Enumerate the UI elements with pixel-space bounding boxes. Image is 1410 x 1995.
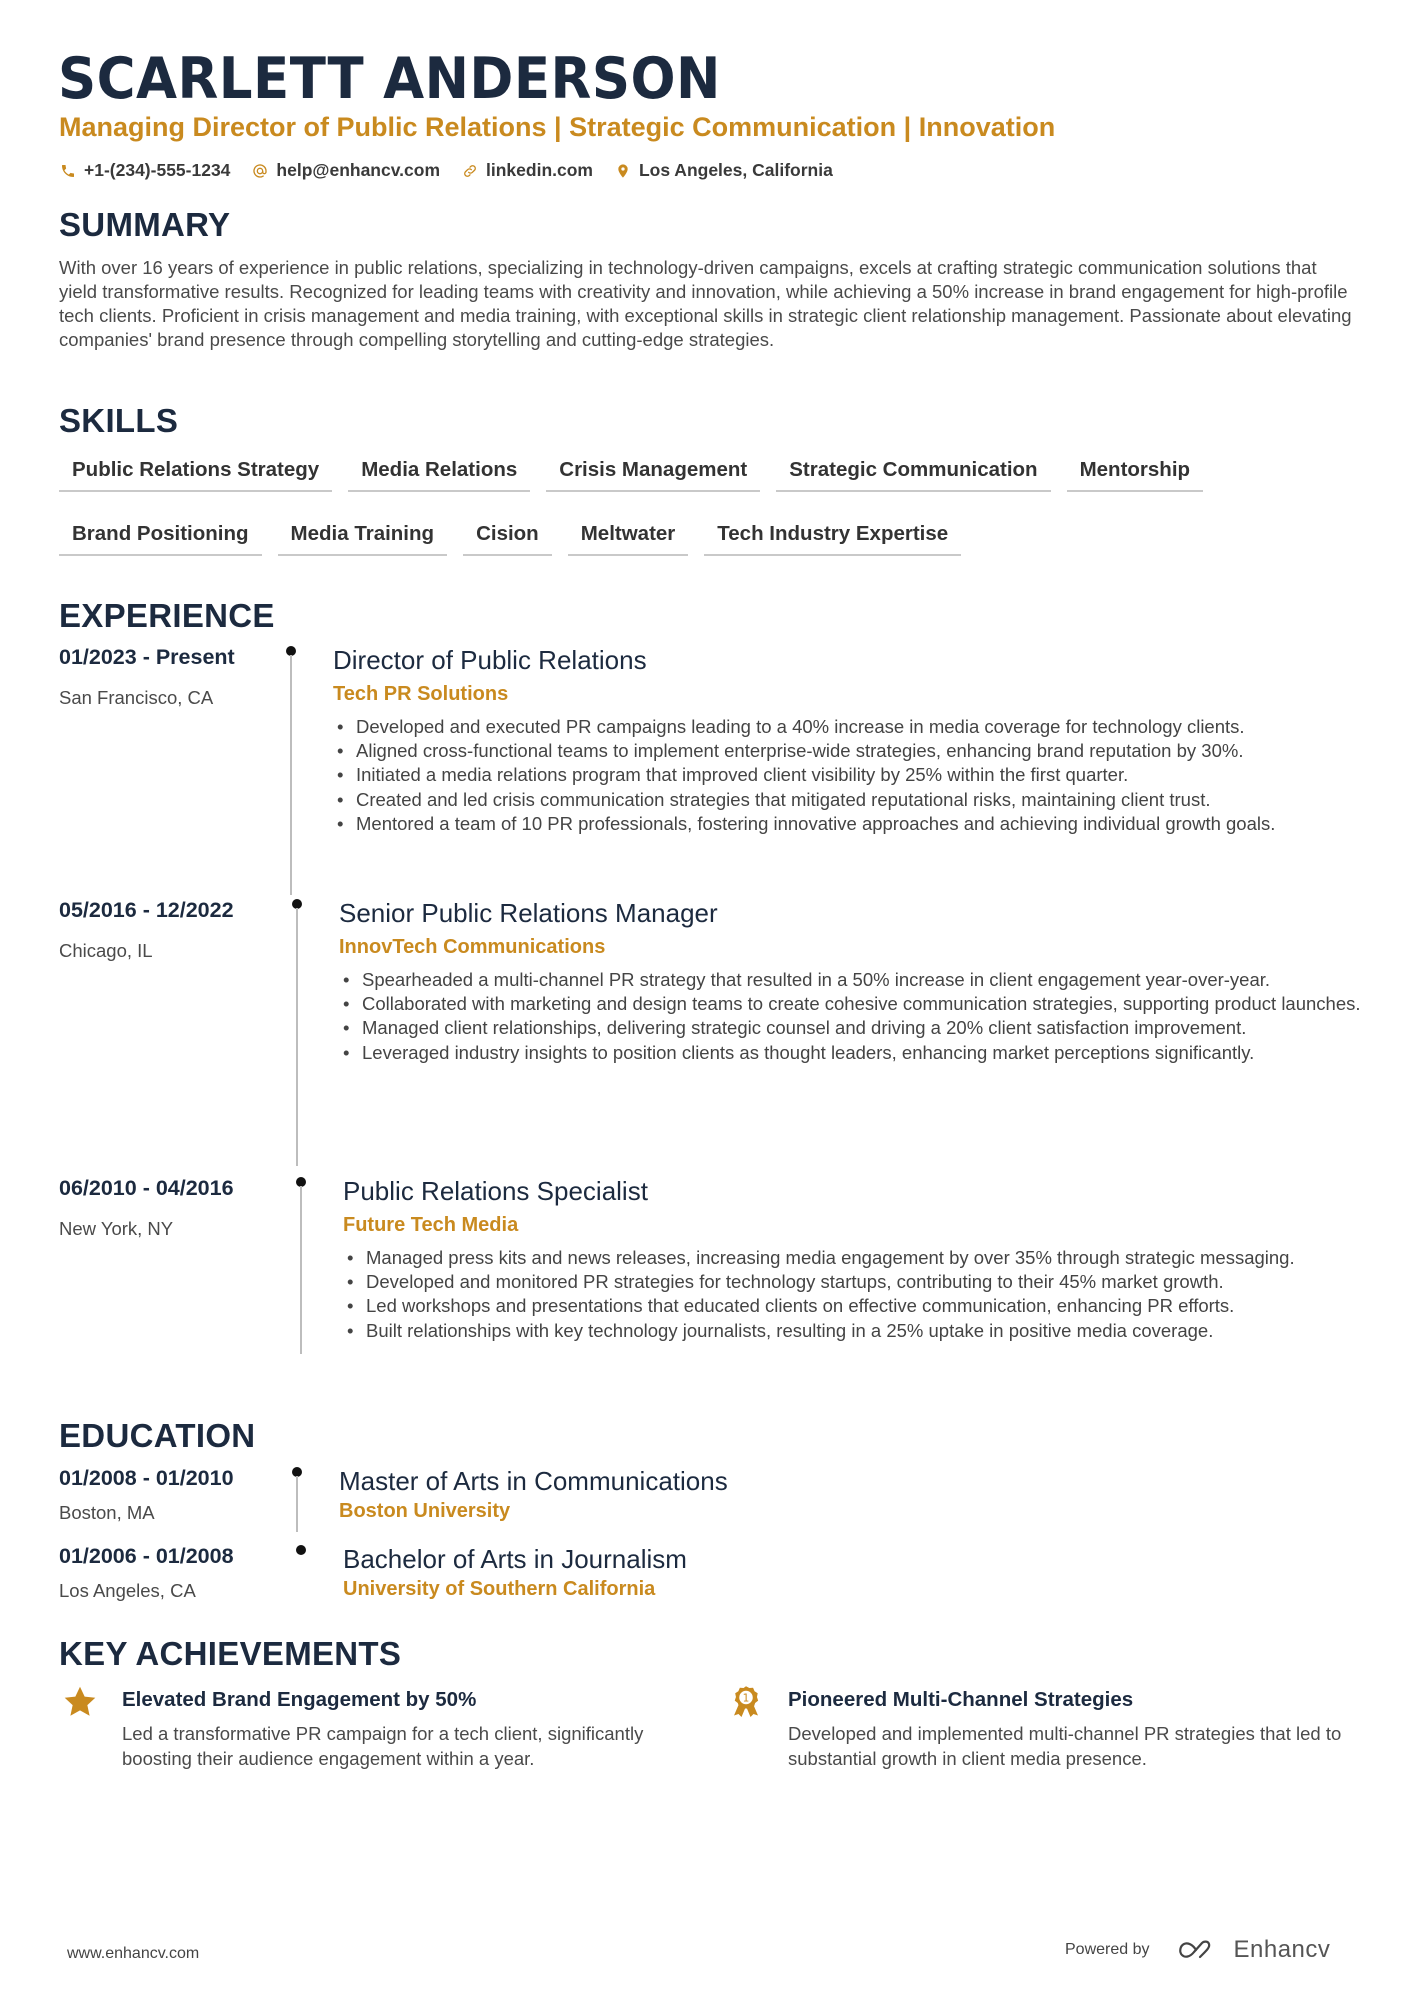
summary-text: With over 16 years of experience in public relations, specializing in technology-driven campaigns, excels at crafting strategic communication solutions that yield transformative results. Recognized for leading teams with creativity and innovation, while achieving a 50% increase in brand engagement for high-profile tech clients. Proficient in crisis management and media training, with exceptional skills in strategic client relationship management. Passionate about elevating companies' brand presence through compelling storytelling and cutting-edge strategies. [59, 257, 1352, 350]
bullet-item: • Managed client relationships, delivering strategic counsel and driving a 20% client satisfaction improvement. [339, 1016, 1410, 1040]
achievement-description: Developed and implemented multi-channel PR strategies that led to substantial growth in client media presence. [788, 1723, 1342, 1769]
contact-linkedin[interactable] [462, 160, 593, 181]
bullet-item: • Collaborated with marketing and design teams to create cohesive communication strategies, supporting product launches. [339, 992, 1410, 1016]
skill-tag: Brand Positioning [59, 514, 262, 556]
entry-degree: Master of Arts in Communications [339, 1466, 728, 1496]
candidate-name: SCARLETT ANDERSON [58, 46, 721, 112]
skill-tag: Media Training [278, 514, 448, 556]
education-heading: EDUCATION [59, 1417, 256, 1454]
timeline-line [300, 1186, 302, 1354]
entry-date: 01/2023 - Present [59, 645, 235, 669]
entry-school: University of Southern California [343, 1578, 656, 1600]
skill-tag: Media Relations [348, 450, 530, 492]
location-text: Los Angeles, California [638, 160, 833, 180]
at-icon [252, 163, 268, 179]
phone-icon [60, 163, 76, 179]
skill-tag: Public Relations Strategy [59, 450, 332, 492]
entry-location: Chicago, IL [59, 940, 153, 961]
enhancv-wordmark: Enhancv [1233, 1936, 1331, 1963]
entry-company: Tech PR Solutions [333, 683, 509, 705]
skill-tag: Cision [463, 514, 552, 556]
timeline-line [296, 908, 298, 1166]
footer-website-link[interactable]: www.enhancv.com [67, 1945, 200, 1962]
entry-bullets [339, 968, 1410, 1065]
skills-list [59, 450, 1359, 578]
contact-location [615, 160, 833, 181]
skill-tag: Meltwater [568, 514, 689, 556]
skills-row [59, 514, 1359, 556]
contact-email[interactable] [252, 160, 440, 181]
enhancv-logo-icon [1176, 1938, 1222, 1962]
entry-role: Public Relations Specialist [343, 1176, 648, 1206]
bullet-item: • Built relationships with key technology journalists, resulting in a 25% uptake in positive media coverage. [343, 1319, 1410, 1343]
entry-date: 01/2008 - 01/2010 [59, 1466, 234, 1490]
contact-phone[interactable] [60, 160, 230, 181]
skill-tag: Crisis Management [546, 450, 760, 492]
skill-tag: Mentorship [1067, 450, 1203, 492]
email-text: help@enhancv.com [276, 160, 441, 180]
linkedin-text: linkedin.com [486, 160, 593, 180]
timeline-line [290, 655, 292, 895]
skills-heading: SKILLS [59, 402, 179, 439]
skill-tag: Tech Industry Expertise [704, 514, 961, 556]
summary-heading: SUMMARY [59, 206, 231, 243]
entry-company: InnovTech Communications [339, 936, 606, 958]
timeline-line [296, 1476, 298, 1532]
bullet-item: • Developed and monitored PR strategies for technology startups, contributing to their 45% market growth. [343, 1270, 1410, 1294]
entry-company: Future Tech Media [343, 1214, 519, 1236]
entry-location: Los Angeles, CA [59, 1580, 196, 1601]
entry-degree: Bachelor of Arts in Journalism [343, 1544, 687, 1574]
bullet-item: • Mentored a team of 10 PR professionals, fostering innovative approaches and achieving individual growth goals. [333, 812, 1410, 836]
entry-location: Boston, MA [59, 1502, 155, 1523]
skills-row [59, 450, 1359, 492]
entry-location: San Francisco, CA [59, 687, 214, 708]
bullet-item: • Created and led crisis communication strategies that mitigated reputational risks, maintaining client trust. [333, 788, 1410, 812]
bullet-item: • Led workshops and presentations that educated clients on effective communication, enhancing PR efforts. [343, 1294, 1410, 1318]
entry-role: Director of Public Relations [333, 645, 647, 675]
star-icon [62, 1684, 98, 1720]
svg-text:1: 1 [742, 1692, 750, 1705]
entry-date: 06/2010 - 04/2016 [59, 1176, 234, 1200]
bullet-item: • Developed and executed PR campaigns leading to a 40% increase in media coverage for technology clients. [333, 715, 1410, 739]
contact-bar [60, 160, 833, 181]
powered-by-label: Powered by [1065, 1941, 1150, 1958]
bullet-item: • Aligned cross-functional teams to implement enterprise-wide strategies, enhancing brand reputation by 30%. [333, 739, 1410, 763]
bullet-item: • Spearheaded a multi-channel PR strategy that resulted in a 50% increase in client engagement year-over-year. [339, 968, 1410, 992]
entry-school: Boston University [339, 1500, 511, 1522]
achievements-heading: KEY ACHIEVEMENTS [59, 1635, 402, 1672]
award-medal-icon [728, 1684, 764, 1720]
bullet-item: • Initiated a media relations program that improved client visibility by 25% within the first quarter. [333, 763, 1410, 787]
entry-role: Senior Public Relations Manager [339, 898, 718, 928]
achievement-description: Led a transformative PR campaign for a tech client, significantly boosting their audience engagement within a year. [122, 1723, 644, 1769]
entry-location: New York, NY [59, 1218, 174, 1239]
entry-bullets [333, 715, 1410, 836]
footer-branding [1065, 1936, 1330, 1964]
bullet-item: • Leveraged industry insights to position clients as thought leaders, enhancing market perceptions significantly. [339, 1041, 1410, 1065]
entry-date: 01/2006 - 01/2008 [59, 1544, 234, 1568]
link-icon [462, 163, 478, 179]
candidate-headline: Managing Director of Public Relations | Strategic Communication | Innovation [59, 112, 1056, 142]
timeline-dot [296, 1545, 306, 1555]
entry-bullets [343, 1246, 1410, 1343]
experience-heading: EXPERIENCE [59, 597, 275, 634]
achievement-title: Elevated Brand Engagement by 50% [122, 1688, 477, 1711]
bullet-item: • Managed press kits and news releases, increasing media engagement by over 35% through strategic messaging. [343, 1246, 1410, 1270]
location-pin-icon [615, 163, 631, 179]
enhancv-logo[interactable] [1176, 1936, 1331, 1964]
achievement-title: Pioneered Multi-Channel Strategies [788, 1688, 1134, 1711]
entry-date: 05/2016 - 12/2022 [59, 898, 234, 922]
skill-tag: Strategic Communication [776, 450, 1050, 492]
phone-text: +1-(234)-555-1234 [84, 160, 231, 180]
